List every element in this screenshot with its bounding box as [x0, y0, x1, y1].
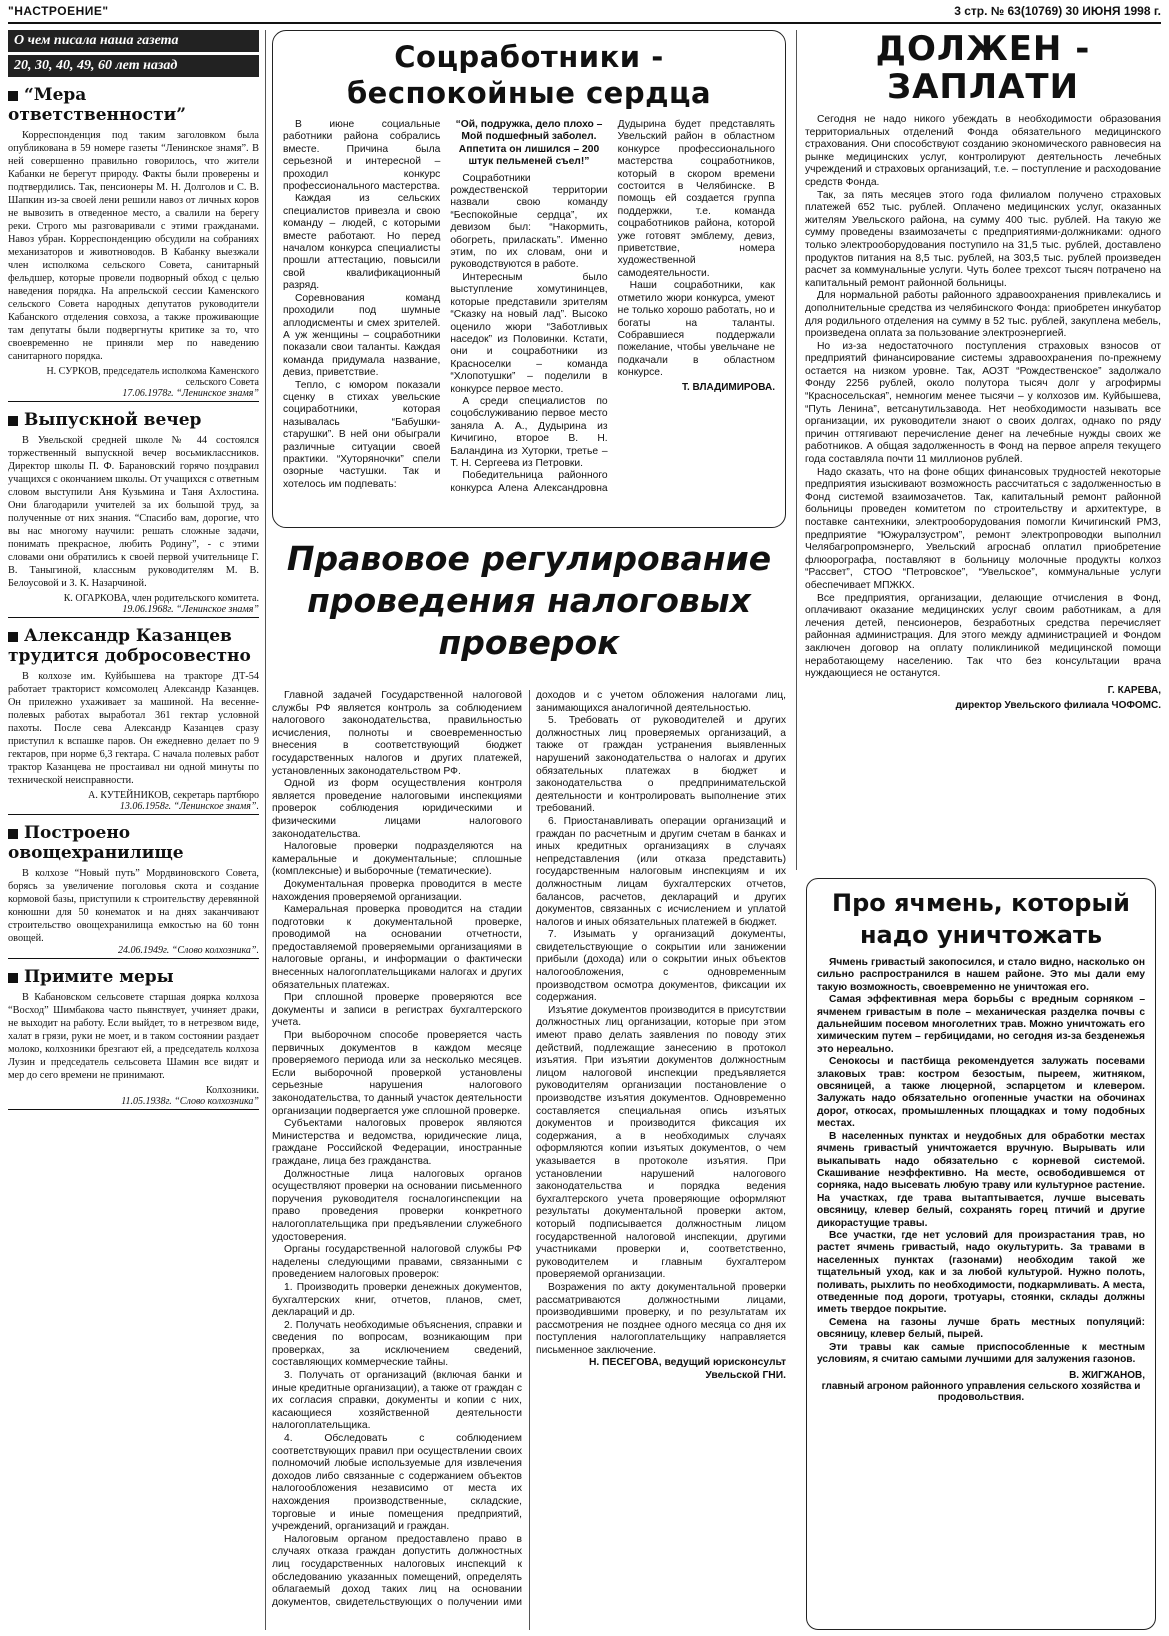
- article-title: Выпускной вечер: [8, 410, 259, 430]
- paragraph: Эти травы как самые приспособленные к местным условиям, я считаю самыми лучшими для залужения газонов.: [817, 1341, 1145, 1365]
- archive-band-subtitle: 20, 30, 40, 49, 60 лет назад: [8, 55, 259, 77]
- paragraph: Камеральная проверка проводится на стадии подготовки к документальной проверке, проводимой на основании отчетности, предоставляемой проверяемыми организациями в налоговые органы, и информации о фактически внесенных налогоплательщиками налогах и других обязательных платежах.: [272, 904, 522, 991]
- article-text: Корреспонденция под таким заголовком была опубликована в 59 номере газеты “Ленинское знамя”. В ней совершенно правильно говорилось, что жители Кабанки не берегут природу. Факты были проверены и подтвердились. Так, пенсионеры М. Н. Долголов и С. В. Шапкин из-за своей лени решили навоз от личных коров не вывозить в отведенное место, а свалили на берегу реки. Строго мы разговаривали с этими гражданами. Навоз убран. Корреспонденцию обсудили на собраниях механизаторов и животноводов. В Кабанку выезжали член исполкома сельского Совета, санитарный фельдшер, которые провели подворный обход с целью наведения порядка. На апрельской сессии Каменского сельского Совета народных депутатов руководители Кабанского отделения совхоза, а также проживающие там депутаты были подвергнуты критике за то, что своевременно не приняли мер по наведению санитарного порядка.: [8, 130, 259, 362]
- tax-article-body: [272, 690, 786, 1630]
- paragraph: В июне социальные работники района собрались вместе. Причина была серьезной и интересной – проходил конкурс профессионального мастерства.: [283, 119, 441, 193]
- paragraph: Наши соцработники, как отметило жюри конкурса, умеют не только хорошо работать, но и богаты на таланты. Собравшиеся поддержали пожелание, чтобы увельчане не подкачали в областном конкурсе.: [617, 280, 775, 379]
- article-signature: Н. СУРКОВ, председатель исполкома Каменского сельского Совета: [46, 366, 259, 388]
- paragraph: Налоговые проверки подразделяются на камеральные и документальные; сплошные (комплексные) и выборочные (тематические).: [272, 841, 522, 878]
- paragraph: Для нормальной работы районного здравоохранения привлекались и дополнительные средства из челябинского Фонда: приобретен инкубатор для родильного отделения на сумму в 52 тыс. рублей, закуплена мебель, произведена оплата за пользование электроэнергией.: [805, 290, 1161, 340]
- article-source: 17.06.1978г. “Ленинское знамя”: [8, 388, 259, 402]
- article-signature: Колхозники.: [205, 1085, 259, 1096]
- article-title: Примите меры: [8, 967, 259, 987]
- barley-article: [806, 878, 1156, 1630]
- article-text: В колхозе “Новый путь” Мордвиновского Совета, борясь за увеличение поголовья скота и создание кормовой базы, приступили к строительству деревянной конюшни для 50 конематок и на днях заканчивают строительство овощехранилища емкостью на 60 тонн овощей.: [8, 868, 259, 944]
- paragraph: Надо сказать, что на фоне общих финансовых трудностей некоторые предприятия изыскивают возможность рассчитаться с задолженностью в Фонд системой взаимозачетов. Так, капитальный ремонт районной больницы проведен комитетом по строительству и архитектуре, в поставке сантехники, электрооборудования помогли Кичигинский РМЗ, предприятие “Южуралзустром”, ремонт электропроводки выполнил Челябагропромэнерго, Увельский агроснаб оплатил приобретение флюорографа, поставляют в больницу молочные продукты колхоз “Рассвет”, СТОО “Петровское”, “Увельское”, коммунальные услуги обеспечивает МПЖКХ.: [805, 466, 1161, 591]
- archive-article-3: [8, 626, 259, 815]
- article-body: [817, 957, 1145, 1366]
- article-title: “Мера ответственности”: [8, 85, 259, 125]
- archive-article-1: [8, 85, 259, 402]
- paragraph: Субъектами налоговых проверок являются Министерства и ведомства, юридические лица, граждане Российской Федерации, иностранные граждане, лица без гражданства.: [272, 1118, 522, 1167]
- archive-article-2: [8, 410, 259, 618]
- article-source: 24.06.1949г. “Слово колхозника”.: [8, 945, 259, 959]
- article-title: Александр Казанцев трудится добросовестно: [8, 626, 259, 666]
- article-text: В колхозе им. Куйбышева на тракторе ДТ-54 работает тракторист комсомолец Александр Казанцев. Он прилежно ухаживает за машиной. На весенне-полевых работах выработал 361 гектар условной пахоты. После сева Александр Казанцев сразу приступил к вспашке паров. Он ежедневно делает по 9 гектаров, при норме 6,3 гектара. С начала полевых работ трактор Казанцева не простаивал ни одной минуты по технической неисправности.: [8, 671, 259, 786]
- archive-article-5: [8, 967, 259, 1110]
- social-workers-article: [272, 30, 786, 528]
- article-source: 13.06.1958г. “Ленинское знамя”.: [8, 801, 259, 815]
- paragraph: Победительница районного конкурса Алена Александровна Дудырина будет представлять Увельский район в областном конкурсе профессионального мастерства соцработников, который в скором времени состоится в Челябинске. В помощь ей создается группа поддержки, т.е. команда соцработников района, которой уже готовят эмблему, девиз, приветствие, номера художественной самодеятельности.: [450, 119, 775, 494]
- paragraph: 2. Получать необходимые объяснения, справки и сведения по вопросам, возникающим при проверках, за исключением сведений, составляющих коммерческие тайны.: [272, 1319, 522, 1369]
- paragraph: Соревнования команд проходили под шумные аплодисменты и смех зрителей. А уж женщины – соцработники показали свои таланты. Каждая команда придумала название, девиз, приветствие.: [283, 292, 441, 379]
- paragraph: 3. Получать от организаций (включая банки и иные кредитные организации), а также от граждан с их согласия справки, документы и копии с них, касающиеся хозяйственной деятельности налогоплательщика.: [272, 1370, 522, 1432]
- paragraph: Но из-за недостаточного поступления страховых взносов от предприятий финансирование системы здравоохранения по-прежнему остается на низком уровне. Так, АОЗТ “Рождественское” задолжало Фонду 2256 рублей, около полутора тысяч долг у агрофирмы “Красносельская”, немногим менее тысячи – у колхозов им. Куйбышева, “Путь Ленина”, ветсанутильзавода. Нет необходимости называть все организации, их руководители знают о своих долгах, однако по ряду причин оттягивают перечисление денег на лечебные нужды своих же работников. А общая задолженность в Фонд на первое апреля текущего года составляла почти 11 миллионов рублей.: [805, 340, 1161, 466]
- paragraph: Интересным было выступление хомутининцев, которые представили зрителям “Сказку на новый лад”. Высоко оценило жюри “Заботливых наседок” из Половинки. Кстати, они и соцработники из Красноселки – команда “Хлопотушки” – поделили в конкурсе первое место.: [450, 271, 608, 395]
- paragraph: Изъятие документов производится в присутствии должностных лиц организации, которые при этом имеют право делать заявления по поводу этих действий, подлежащие занесению в протокол изъятия. При изъятии документов должностным лицом налоговой инспекции предъявляется руководителям организации постановление о производстве изъятия документов. Одновременно составляется специальная опись изъятых документов и производится фиксация их содержания, а в необходимых случаях оформляются копии изъятых документов, о чем указывается в протоколе изъятия. При установлении нарушений налогового законодательства и порядка ведения бухгалтерского учета проверяющие оформляют результаты документальной проверки актом, который подписывается должностным лицом государственной налоговой инспекции, другими участниками проверки и, соответственно, руководителем и главным бухгалтером проверяемой организации.: [536, 1004, 786, 1281]
- section-name: "НАСТРОЕНИЕ": [8, 4, 109, 18]
- paragraph: 7. Изымать у организаций документы, свидетельствующие о сокрытии или занижении прибыли (дохода) или о сокрытии иных объектов налогообложения, с одновременным производством осмотра документов, фиксации их содержания.: [536, 929, 786, 1004]
- author-position: главный агроном районного управления сельского хозяйства и продовольствия.: [821, 1381, 1141, 1404]
- paragraph: Сенокосы и пастбища рекомендуется залужать посевами злаковых трав: костром безостым, пыреем, житняком, овсяницей, а также люцерной, эспарцетом и клевером. Залужать надо обязательно огопенные участки на обочинах дорог, откосах, промышленных площадках и тому подобных местах.: [817, 1056, 1145, 1130]
- article-signature: К. ОГАРКОВА, член родительского комитета.: [63, 593, 259, 604]
- paragraph: Так, за пять месяцев этого года филиалом получено страховых платежей 652 тыс. рублей. Оплачено медицинских услуг, оказанных жителям Увельского района, на сумму 400 тыс. рублей. На такую же сумму проведены взаимозачеты с предприятиями-должниками: одного только электрооборудования поступило на 31,5 тыс. рублей, доставлено продуктов питания на 8,5 тыс. рублей, на 303,5 тыс. рублей произведен расчет за коммунальные услуги. Чуть более трехсот тысяч потрачено на капитальный ремонт районной больницы.: [805, 189, 1161, 289]
- article-text: В Увельской средней школе № 44 состоялся торжественный выпускной вечер восьмиклассников. Директор школы П. Ф. Барановский горячо поздравил учащихся с окончанием школы. От учащихся с ответным словом выступили Аня Кузьмина и Таня Ахлостина. Они благодарили учителей за их большой труд, за полученные от них знания. “Спасибо вам, дорогие, что вы нас многому научили: решать сложные задачи, понимать прекрасное, любить Родину”, - с этими словами они обратились к своей первой учительнице Г. В. Таныгиной, классным руководителям М. В. Белоусовой и З. К. Назарчиной.: [8, 435, 259, 589]
- article-source: 11.05.1938г. “Слово колхозника”: [8, 1096, 259, 1110]
- archive-article-4: [8, 823, 259, 959]
- paragraph: Каждая из сельских специалистов привезла и свою команду – людей, с которыми вместе работают. Но перед началом конкурса специалисты прошли аттестацию, повысили свой квалификационный разряд.: [283, 193, 441, 292]
- paragraph: 6. Приостанавливать операции организаций и граждан по расчетным и другим счетам в банках и иных кредитных организациях в случаях непредставления (или отказа представить) государственным налоговым инспекциям и их должностным лицам бухгалтерских отчетов, балансов, расчетов, деклараций и других документов, связанных с исчислением и уплатой налогов и иных обязательных платежей в бюджет.: [536, 815, 786, 928]
- paragraph: Самая эффективная мера борьбы с вредным сорняком – ячменем гривастым в поле – механическая разделка почвы с дальнейшим посевом многолетних трав. Можно уничтожать его химическим путем – гербицидами, но сегодня из-за безденежья это нереально.: [817, 994, 1145, 1055]
- author-position: директор Увельского филиала ЧОФОМС.: [955, 699, 1161, 711]
- author-signature: В. ЖИГЖАНОВ,: [1069, 1370, 1145, 1382]
- paragraph: Одной из форм осуществления контроля является проведение налоговыми инспекциями проверок соблюдения юридическими и физическими лицами налогового законодательства.: [272, 778, 522, 840]
- paragraph: А среди специалистов по соцобслуживанию первое место заняла А. А., Дудырина из Кичигино, второе В. Н. Баландина из Хуторки, третье – Т. Н. Сергеева из Петровки.: [450, 395, 608, 469]
- paragraph: 4. Обследовать с соблюдением соответствующих правил при осуществлении своих полномочий любые используемые для извлечения доходов либо связанные с содержанием объектов налогообложения независимо от места их нахождения производственные, складские, торговые и иные помещения предприятий, учреждений, организаций и граждан.: [272, 1433, 522, 1533]
- paragraph: Должностные лица налоговых органов осуществляют проверки на основании письменного поручения руководителя госналогинспекции на право проведения проверки конкретного налогоплательщика при предъявлении служебного удостоверения.: [272, 1168, 522, 1243]
- article-source: 19.06.1968г. “Ленинское знамя”: [8, 604, 259, 618]
- paragraph: 5. Требовать от руководителей и других должностных лиц проверяемых организаций, а также от граждан устранения выявленных нарушений законодательства о налогах и других обязательных платежах в бюджет и законодательства о предпринимательской деятельности и контролировать выполнение этих требований.: [536, 715, 786, 815]
- page-header: [8, 2, 1161, 24]
- article-headline: Соцработники - беспокойные сердца: [346, 40, 712, 110]
- paragraph: Семена на газоны лучше брать местных популяций: овсяницу, клевер белый, пырей.: [817, 1316, 1145, 1341]
- tax-article-headline: Правовое регулирование проведения налоговых проверок: [286, 539, 772, 662]
- paragraph: Все предприятия, организации, делающие отчисления в Фонд, оплачивают оказание медицинских услуг своим работникам, а для лечения детей, пенсионеров, безработных средства перечисляет районная администрация. Для этого между администрацией и Фондом заключен договор на оплату поликлиникой медицинской помощи неработающему населению. Так что без консультации врача нуждающиеся не останутся.: [805, 592, 1161, 680]
- article-signature: А. КУТЕЙНИКОВ, секретарь партбюро: [88, 790, 259, 801]
- paragraph: Соцработники рождественской территории назвали свою команду “Беспокойные сердца”, их девизом был: “Накормить, обогреть, приласкать”. Именно этим, по их словам, они и руководствуются в работе.: [450, 172, 608, 271]
- paragraph: 1. Производить проверки денежных документов, бухгалтерских книг, отчетов, планов, смет, деклараций и др.: [272, 1281, 522, 1319]
- archive-column: [8, 30, 266, 1630]
- paragraph: Главной задачей Государственной налоговой службы РФ является контроль за соблюдением налогового законодательства, правильностью исчисления, полноты и своевременностью внесения в соответствующий бюджет государственных налогов и других платежей, установленных законодательством РФ.: [272, 690, 522, 777]
- paragraph: Все участки, где нет условий для произрастания трав, но растет ячмень гривастый, надо окультурить. За травами в населенных пунктах (газонами) необходим такой же тщательный уход, как и за любой культурой. Нужно полоть, поливать, рыхлить по необходимости, подкармливать. А места, отведенные под дороги, тротуары, стоянки, склады должны иметь твердое покрытие.: [817, 1229, 1145, 1316]
- paragraph: Органы государственной налоговой службы РФ наделены следующими правами, связанными с проведением налоговых проверок:: [272, 1244, 522, 1281]
- author-signature: Т. ВЛАДИМИРОВА.: [681, 381, 775, 393]
- paragraph: Сегодня не надо никого убеждать в необходимости образования территориальных отделений Фонда обязательного медицинского страхования. Они способствуют созданию экономического равновесия на рынке медицинских услуг, контролируют деятельность лечебных учреждений и страховых организаций, т.е. – поступление и расходование средств Фонда.: [805, 114, 1161, 188]
- issue-info: 3 стр. № 63(10769) 30 ИЮНЯ 1998 г.: [954, 4, 1161, 18]
- paragraph: При сплошной проверке проверяются все документы и записи в регистрах бухгалтерского учета.: [272, 992, 522, 1029]
- paragraph: Документальная проверка проводится в месте нахождения проверяемой организации.: [272, 878, 522, 903]
- article-body: [805, 114, 1161, 681]
- article-text: В Кабановском сельсовете старшая доярка колхоза “Восход” Шимбакова часто пьянствует, учиняет драки, не выходит на работу. Если выйдет, то в нетрезвом виде, халат в грязи, руки не моет, и в таком состоянии раздает молоко, колхозники брезгают ей, а председатель колхоза Лузин и председатель сельсовета Шамин все видят и мер до сего времени не принимают.: [8, 992, 259, 1081]
- insurance-article: [796, 30, 1161, 870]
- ditty-quote: “Ой, подружка, дело плохо – Мой подшефный заболел. Аппетита он лишился – 200 штук пельменей съел!”: [455, 119, 603, 168]
- archive-band-title: О чем писала наша газета: [8, 30, 259, 52]
- article-headline: ДОЛЖЕН - ЗАПЛАТИ: [875, 30, 1091, 107]
- author-signature: Г. КАРЕВА,: [1107, 684, 1161, 696]
- paragraph: Ячмень гривастый закопосился, и стало видно, насколько он сильно распространился в нашем районе. Это мы дали ему такую возможность, своевременно не уничтожая его.: [817, 957, 1145, 993]
- paragraph: Тепло, с юмором показали сценку в стихах увельские социработники, которая называлась “Бабушки-старушки”. В ней они обыграли различные ситуации своей практики. “Хуторяночки” спели озорные частушки. Так и хотелось им подпевать:: [283, 379, 441, 490]
- paragraph: В населенных пунктах и неудобных для обработки местах ячмень гривастый уничтожается вручную. Вырывать или выкапывать надо обязательно с корневой системой. Скашивание неэффективно. На месте, освободившемся от сорняка, надо высевать любую траву или культурное растение. На участках, где трава вытаптывается, лучше высевать овсяницу, клевер белый, сохранять горец птичий и другие дикорастущие травы.: [817, 1130, 1145, 1229]
- paragraph: Налоговым органом предоставлено право в случаях отказа граждан допустить должностных лиц государственных налоговых инспекций к обследованию указанных помещений, определять облагаемый доход таких лиц на основании документов, свидетельствующих о получении ими доходов и с учетом обложения налогами лиц, занимающихся аналогичной деятельностью.: [272, 690, 786, 1608]
- article-headline: Про ячмень, который надо уничтожать: [832, 889, 1130, 949]
- author-signature: Н. ПЕСЕГОВА, ведущий юрисконсульт Увельской ГНИ.: [588, 1357, 786, 1382]
- article-body: [283, 119, 775, 504]
- paragraph: При выборочном способе проверяется часть первичных документов в каждом месяце проверяемого периода или за несколько месяцев. Если выборочной проверкой установлены серьезные нарушения налогового законодательства, то данный участок деятельности организации подвергается уже сплошной проверке.: [272, 1030, 522, 1117]
- paragraph: Возражения по акту документальной проверки рассматриваются должностными лицами, производившими проверку, и по результатам их рассмотрения не позднее одного месяца со дня их поступления налогоплательщику направляется письменное заключение.: [536, 1281, 786, 1356]
- article-title: Построено овощехранилище: [8, 823, 259, 863]
